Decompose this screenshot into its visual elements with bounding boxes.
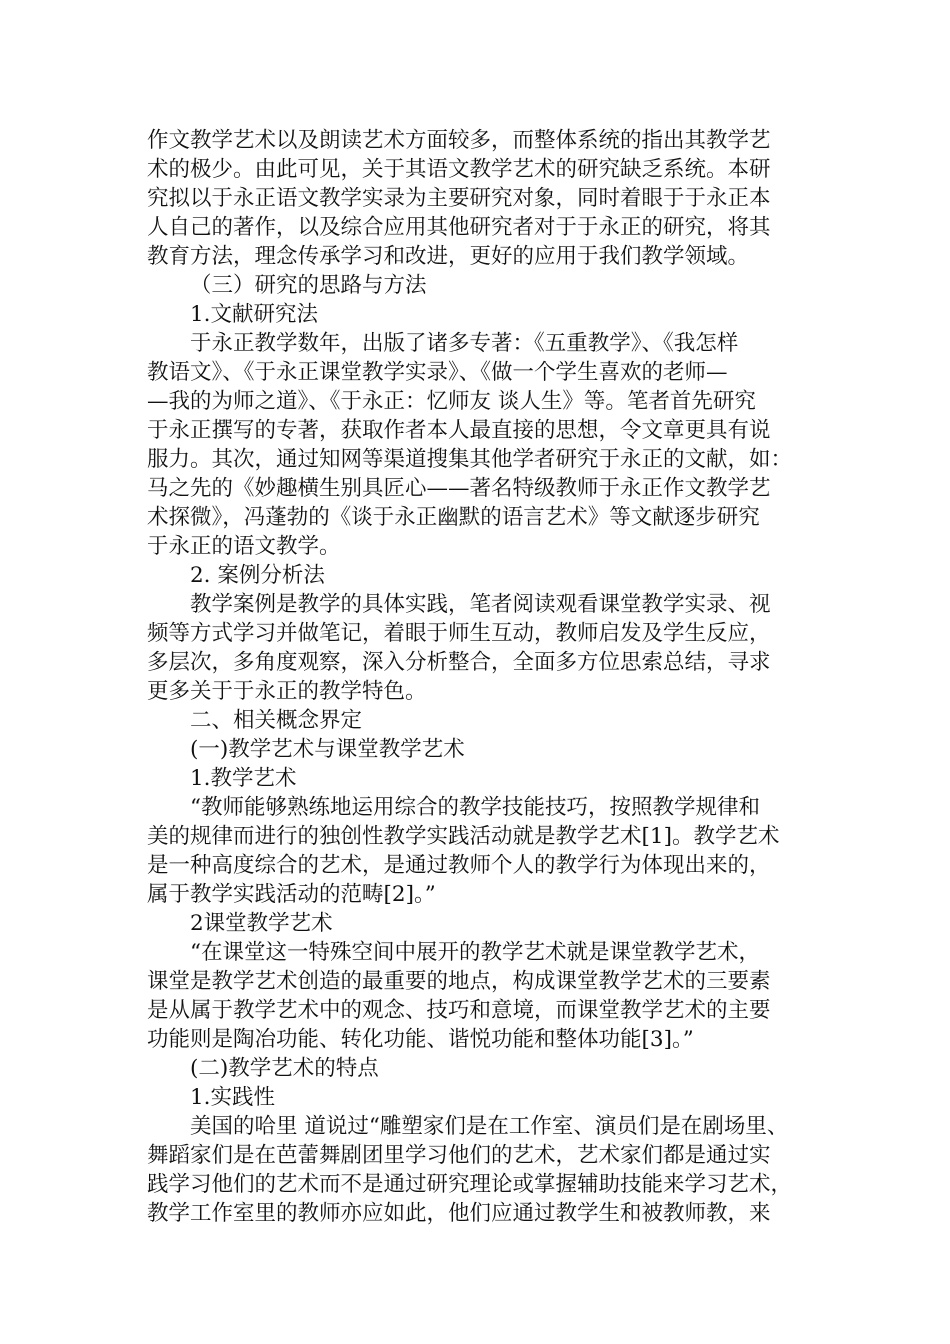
- subheading-classroom-art: 2课堂教学艺术: [190, 911, 333, 936]
- quote-line-1: “教师能够熟练地运用综合的教学技能技巧，按照教学规律和: [190, 795, 760, 820]
- paragraph-line-20: 更多关于于永正的教学特色。: [147, 679, 427, 704]
- quote2-line-4: 功能则是陶冶功能、转化功能、谐悦功能和整体功能[3]。”: [147, 1027, 694, 1052]
- paragraph-line-35: 美国的哈里 道说过“雕塑家们是在工作室、演员们是在剧场里、: [190, 1114, 789, 1139]
- paragraph-line-18: 频等方式学习并做笔记，着眼于师生互动，教师启发及学生反应，: [147, 621, 771, 646]
- paragraph-line-15: 于永正的语文教学。: [147, 534, 341, 559]
- quote2-line-1: “在课堂这一特殊空间中展开的教学艺术就是课堂教学艺术，: [190, 940, 760, 965]
- paragraph-line-3: 究拟以于永正语文教学实录为主要研究对象，同时着眼于于永正本: [147, 186, 771, 211]
- quote2-line-3: 是从属于教学艺术中的观念、技巧和意境，而课堂教学艺术的主要: [147, 998, 771, 1023]
- subheading-practicality: 1.实践性: [190, 1085, 276, 1110]
- paragraph-line-12: 服力。其次，通过知网等渠道搜集其他学者研究于永正的文献，如：: [147, 447, 793, 472]
- chapter-heading-2: 二、相关概念界定: [190, 708, 363, 733]
- paragraph-line-13: 马之先的《妙趣横生别具匠心——著名特级教师于永正作文教学艺: [147, 476, 771, 501]
- paragraph-line-19: 多层次，多角度观察，深入分析整合，全面多方位思索总结，寻求: [147, 650, 771, 675]
- subheading-teaching-art: 1.教学艺术: [190, 766, 297, 791]
- paragraph-line-2: 术的极少。由此可见，关于其语文教学艺术的研究缺乏系统。本研: [147, 157, 771, 182]
- section-heading-2: (二)教学艺术的特点: [190, 1056, 379, 1081]
- paragraph-line-9: 教语文》、《于永正课堂教学实录》、《做一个学生喜欢的老师—: [147, 360, 728, 385]
- paragraph-line-1: 作文教学艺术以及朗读艺术方面较多，而整体系统的指出其教学艺: [147, 128, 771, 153]
- subheading-case-method: 2. 案例分析法: [190, 563, 325, 588]
- paragraph-line-36: 舞蹈家们是在芭蕾舞剧团里学习他们的艺术，艺术家们都是通过实: [147, 1143, 771, 1168]
- quote-line-2: 美的规律而进行的独创性教学实践活动就是教学艺术[1]。教学艺术: [147, 824, 780, 849]
- paragraph-line-8: 于永正教学数年，出版了诸多专著：《五重教学》、《我怎样: [190, 331, 739, 356]
- section-heading-3: （三）研究的思路与方法: [190, 273, 427, 298]
- paragraph-line-37: 践学习他们的艺术而不是通过研究理论或掌握辅助技能来学习艺术，: [147, 1172, 793, 1197]
- paragraph-line-4: 人自己的著作，以及综合应用其他研究者对于于永正的研究，将其: [147, 215, 771, 240]
- section-heading-1: (一)教学艺术与课堂教学艺术: [190, 737, 465, 762]
- paragraph-line-10: —我的为师之道》、《于永正：忆师友 谈人生》等。笔者首先研究: [147, 389, 756, 414]
- subheading-literature-method: 1.文献研究法: [190, 302, 319, 327]
- quote-line-3: 是一种高度综合的艺术，是通过教师个人的教学行为体现出来的，: [147, 853, 771, 878]
- paragraph-line-38: 教学工作室里的教师亦应如此，他们应通过教学生和被教师教，来: [147, 1201, 771, 1226]
- quote-line-4: 属于教学实践活动的范畴[2]。”: [147, 882, 436, 907]
- quote2-line-2: 课堂是教学艺术创造的最重要的地点，构成课堂教学艺术的三要素: [147, 969, 771, 994]
- paragraph-line-17: 教学案例是教学的具体实践，笔者阅读观看课堂教学实录、视: [190, 592, 771, 617]
- paragraph-line-14: 术探微》，冯蓬勃的《谈于永正幽默的语言艺术》等文献逐步研究: [147, 505, 760, 530]
- paragraph-line-11: 于永正撰写的专著，获取作者本人最直接的思想，令文章更具有说: [147, 418, 771, 443]
- paragraph-line-5: 教育方法，理念传承学习和改进，更好的应用于我们教学领域。: [147, 244, 750, 269]
